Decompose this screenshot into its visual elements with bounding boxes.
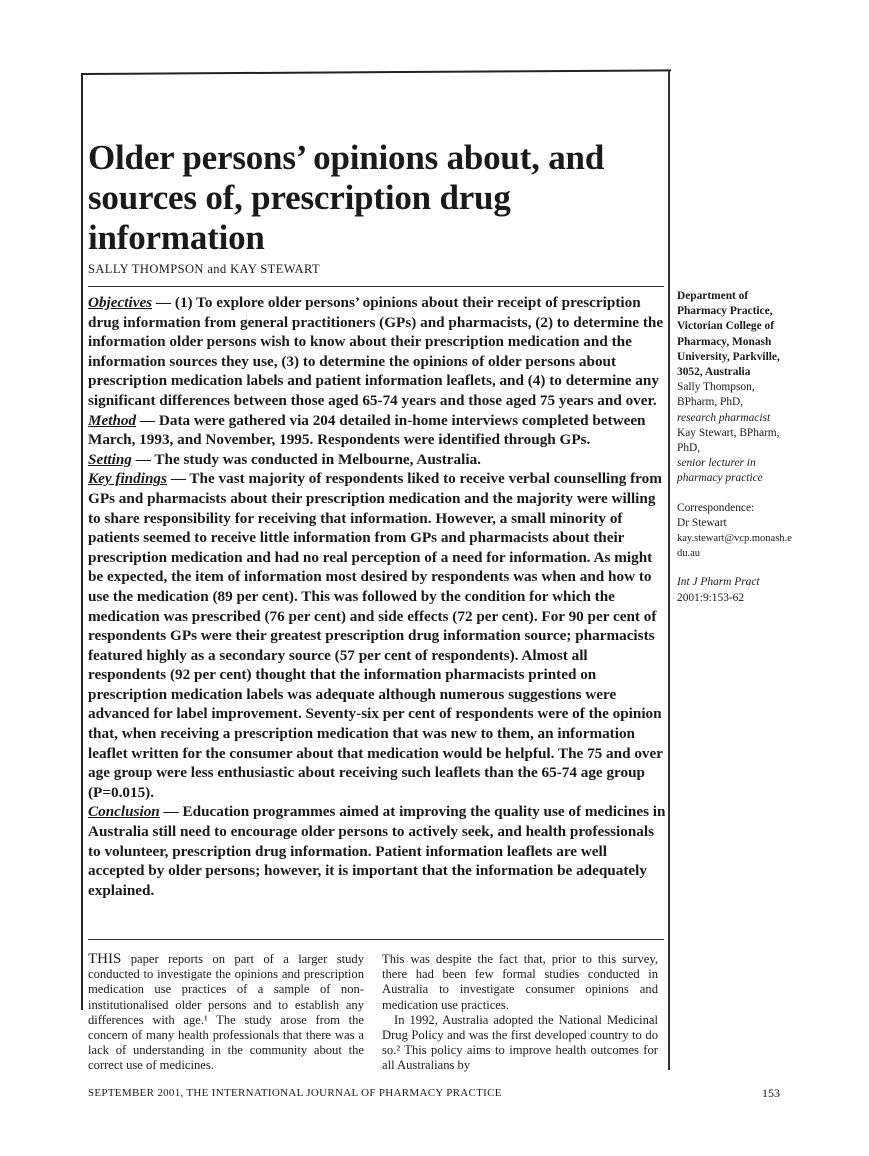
abstract-bottom-rule [88, 939, 664, 940]
abstract-heading: Conclusion [88, 803, 160, 821]
abstract-text: — The study was conducted in Melbourne, Australia. [131, 450, 481, 468]
author-role: research pharmacist [677, 411, 771, 424]
abstract-setting [88, 450, 666, 470]
body-column-2 [382, 952, 658, 1074]
article-title: Older persons’ opinions about, and sources of, prescription drug information [88, 138, 605, 257]
author-credentials: Sally Thompson, BPharm, PhD, [677, 381, 755, 409]
abstract-objectives [88, 293, 666, 411]
correspondence-name: Dr Stewart [677, 516, 727, 529]
sidebar [677, 289, 797, 606]
running-footer: SEPTEMBER 2001, THE INTERNATIONAL JOURNAL OF PHARMACY PRACTICE [88, 1087, 502, 1099]
abstract-method [88, 411, 666, 450]
affiliation: Department of Pharmacy Practice, Victorian College of Pharmacy, Monash University, Parkville, 3052, Australia [677, 290, 780, 379]
abstract-heading: Setting [88, 450, 132, 468]
abstract-heading: Method [88, 411, 137, 429]
abstract-text: — The vast majority of respondents liked to receive verbal counselling from GPs and pharmacists about their prescription medication and the majority were willing to share responsibility for receiving that information. However, a small minority of patients seemed to receive little information from GPs and pharmacists about their prescription medication and had no real perception of a need for information. As might be expected, the item of information most desired by respondents was when and how to use the medication (89 per cent). This was followed by the condition for which the medication was prescribed (76 per cent) and side effects (72 per cent). For 90 per cent of respondents GPs were their greatest prescription drug information source; pharmacists featured highly as a secondary source (57 per cent of respondents). Almost all respondents (92 per cent) thought that the information pharmacists printed on prescription medication labels was adequate although numerous suggestions were advanced for label improvement. Seventy-six per cent of respondents were of the opinion that, when receiving a prescription medication that was new to them, an information leaflet written for the consumer about that medication would be helpful. The 75 and over age group were less enthusiastic about receiving such leaflets than the 65-74 age group (P=0.015). [88, 470, 663, 801]
frame-top-rule [81, 69, 671, 75]
abstract-heading: Objectives [88, 294, 153, 311]
abstract-heading: Key findings [88, 470, 167, 488]
abstract-top-rule [88, 286, 664, 287]
abstract-text: — (1) To explore older persons’ opinions about their receipt of prescription drug information from general practitioners (GPs) and pharmacists, (2) to determine the information older persons wish to know about their prescription medication and the information sources they use, (3) to determine the opinions of older persons about prescription medication labels and patient information leaflets, and (4) to determine any significant differences between those aged 65-74 years and those aged 75 years and over. [88, 294, 664, 409]
abstract-key-findings [88, 469, 666, 802]
article-authors: SALLY THOMPSON and KAY STEWART [88, 262, 321, 276]
page-number: 153 [762, 1086, 780, 1100]
opening-word: THIS [88, 951, 122, 967]
abstract-text: — Data were gathered via 204 detailed in-home interviews completed between March, 1993, and November, 1995. Respondents were identified through GPs. [88, 411, 646, 449]
body-paragraph: paper reports on part of a larger study conducted to investigate the opinions and prescription medication use practices of a sample of non-institutionalised older persons and to establish any differences with age.¹ The study arose from the concern of many health professionals that there was a lack of understanding in the community about the correct use of medicines. [88, 952, 364, 1073]
correspondence-label: Correspondence: [677, 501, 755, 514]
author-role: senior lecturer in pharmacy practice [677, 457, 763, 485]
body-column-1 [88, 952, 364, 1074]
author-credentials: Kay Stewart, BPharm, PhD, [677, 426, 780, 455]
abstract-text: — Education programmes aimed at improving the quality use of medicines in Australia still need to encourage older persons to actively seek, and health professionals to volunteer, prescription drug information. Patient information leaflets are well accepted by older persons; however, it is important that the information be adequately explained. [88, 803, 666, 899]
citation-journal: Int J Pharm Pract [677, 576, 760, 589]
body-paragraph: In 1992, Australia adopted the National Medicinal Drug Policy and was the first developed country to do so.² This policy aims to improve health outcomes for all Australians by [382, 1012, 658, 1073]
correspondence-email: kay.stewart@vcp.monash.edu.au [677, 533, 792, 560]
frame-right-rule [668, 70, 670, 1070]
frame-left-rule [81, 75, 83, 1010]
abstract-conclusion [88, 802, 666, 900]
citation-reference: 2001:9:153-62 [677, 591, 745, 604]
abstract [88, 293, 666, 900]
body-paragraph: This was despite the fact that, prior to this survey, there had been few formal studies conducted in Australia to investigate consumer opinions and medication use practices. [382, 952, 658, 1012]
